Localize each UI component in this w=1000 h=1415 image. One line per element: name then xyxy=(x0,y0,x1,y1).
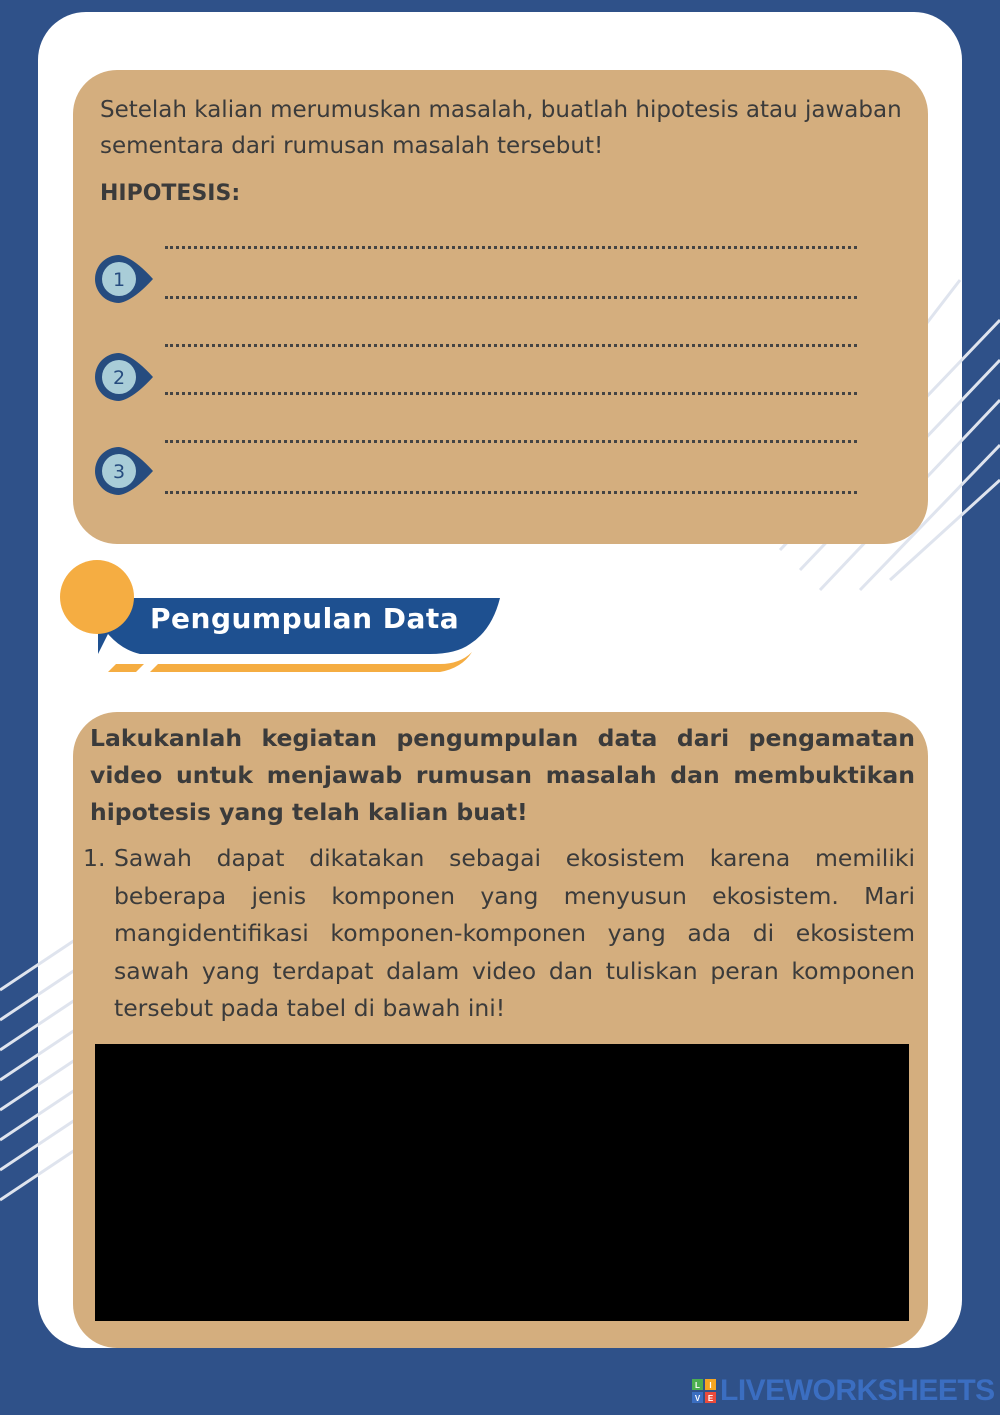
video-player[interactable] xyxy=(95,1044,909,1321)
brand-name: LIVEWORKSHEETS xyxy=(720,1374,995,1407)
list-item-text: Sawah dapat dikatakan sebagai ekosistem karena memiliki beberapa jenis komponen yang menyusun ekosistem. Mari mangidentifikasi komponen-komponen yang ada di ekosistem sawah yang terdapat dalam video dan tuliskan peran komponen tersebut pada tabel di bawah ini! xyxy=(114,844,915,1022)
hypothesis-box xyxy=(73,70,928,544)
data-collection-lead: Lakukanlah kegiatan pengumpulan data dari pengamatan video untuk menjawab rumusan masalah dan membuktikan hipotesis yang telah kalian buat! xyxy=(90,724,915,826)
list-item xyxy=(83,840,915,1028)
answer-line-1b[interactable] xyxy=(165,296,857,299)
answer-line-3b[interactable] xyxy=(165,491,857,494)
answer-line-2b[interactable] xyxy=(165,392,857,395)
answer-line-3a[interactable] xyxy=(165,440,857,443)
answer-line-1a[interactable] xyxy=(165,246,857,249)
liveworksheets-logo-icon xyxy=(692,1379,716,1403)
list-item-number: 1. xyxy=(83,844,106,872)
hypothesis-marker-3 xyxy=(93,445,155,497)
hypothesis-label: HIPOTESIS: xyxy=(100,181,241,206)
svg-text:V: V xyxy=(694,1394,701,1403)
marker-2-label: 2 xyxy=(112,367,126,389)
svg-text:L: L xyxy=(695,1381,700,1390)
marker-1-label: 1 xyxy=(112,269,126,291)
svg-text:E: E xyxy=(707,1394,714,1403)
hypothesis-marker-1 xyxy=(93,253,155,305)
data-collection-box xyxy=(73,712,928,1348)
hypothesis-marker-2 xyxy=(93,351,155,403)
marker-3-label: 3 xyxy=(112,461,126,483)
section-title: Pengumpulan Data xyxy=(150,602,460,635)
svg-text:I: I xyxy=(709,1381,712,1390)
hypothesis-instruction: Setelah kalian merumuskan masalah, buatlah hipotesis atau jawaban sementara dari rumusan masalah tersebut! xyxy=(100,97,902,159)
answer-line-2a[interactable] xyxy=(165,344,857,347)
liveworksheets-brand xyxy=(692,1376,995,1406)
